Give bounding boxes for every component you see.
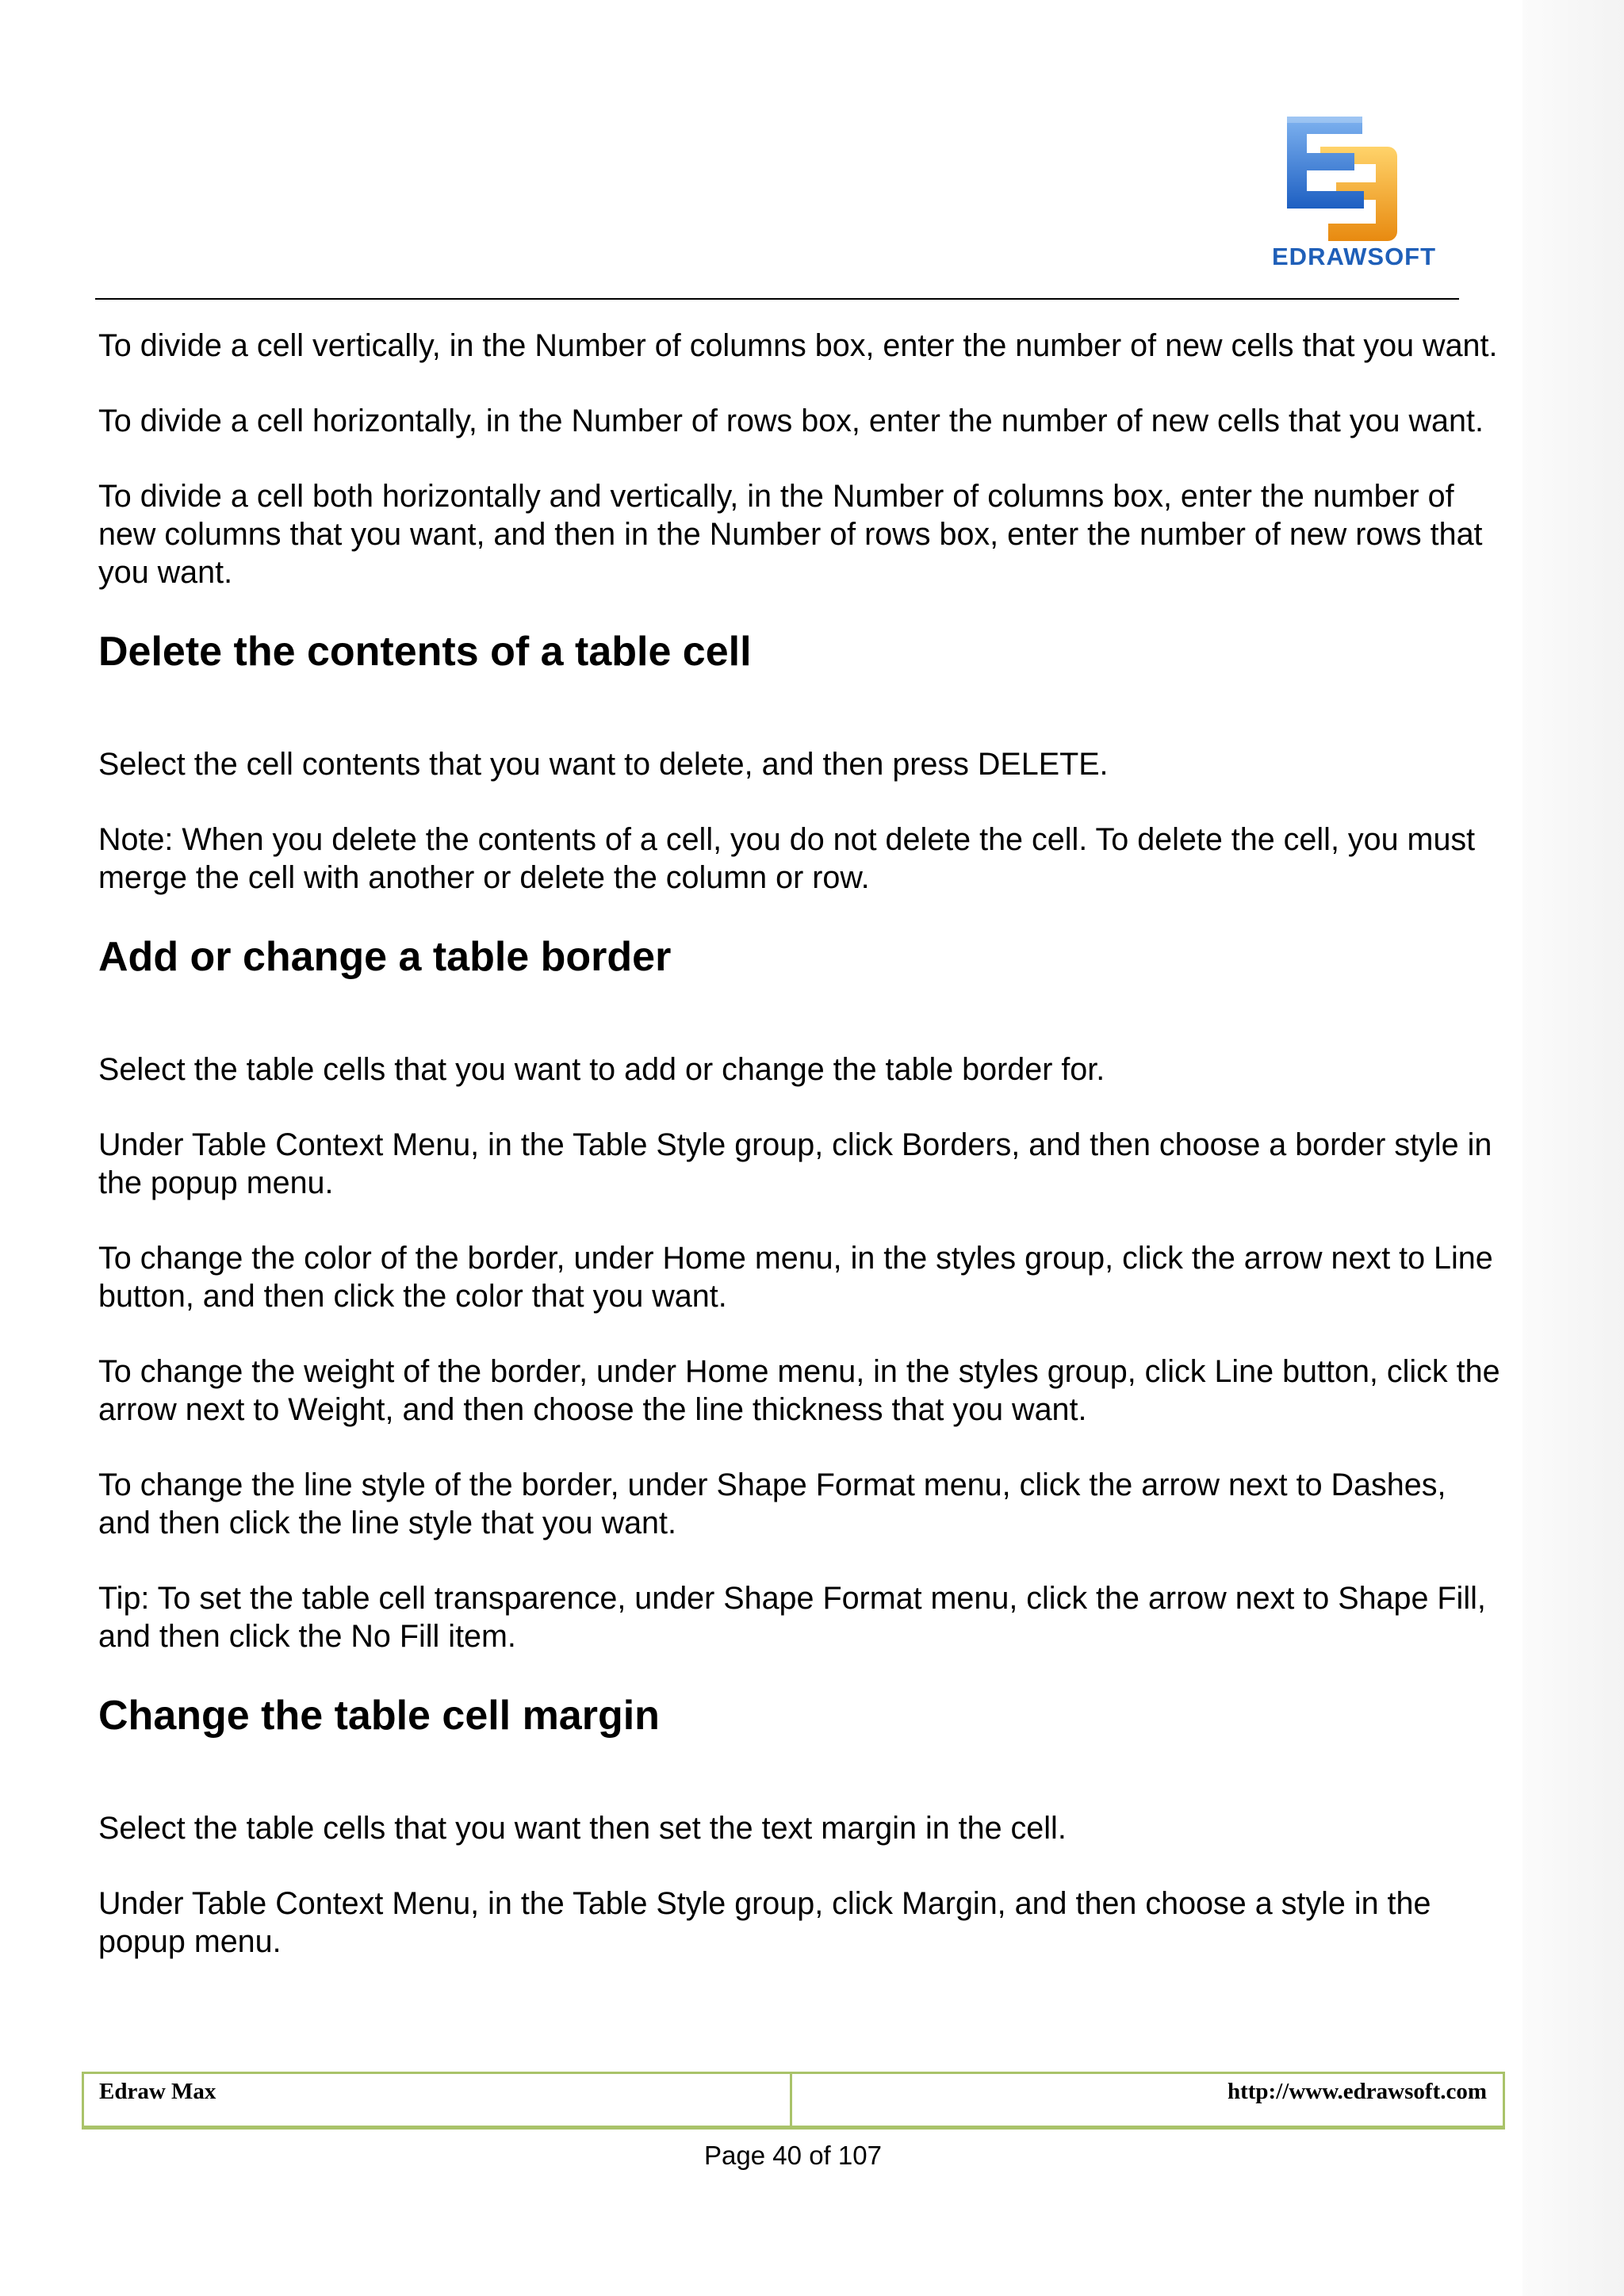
paragraph-margin-select: Select the table cells that you want then set the text margin in the cell.: [98, 1811, 1067, 1846]
paragraph-border-color: To change the color of the border, under Home menu, in the styles group, click the arrow next to Line button, and then click the color that you want.: [98, 1241, 1493, 1314]
footer-table: [82, 2072, 1505, 2130]
paragraph-margin-menu: Under Table Context Menu, in the Table Style group, click Margin, and then choose a style in the popup menu.: [98, 1886, 1431, 1959]
logo-wordmark: EDRAWSOFT: [1272, 243, 1437, 270]
heading-delete-contents: Delete the contents of a table cell: [98, 629, 752, 675]
paragraph-divide-vertically: To divide a cell vertically, in the Number of columns box, enter the number of new cells that you want.: [98, 328, 1498, 363]
footer-website-link[interactable]: http://www.edrawsoft.com: [1227, 2079, 1487, 2104]
page-label: Page: [704, 2141, 766, 2170]
heading-cell-margin: Change the table cell margin: [98, 1693, 660, 1739]
paragraph-delete-instruction: Select the cell contents that you want to delete, and then press DELETE.: [98, 747, 1109, 782]
paragraph-borders-menu: Under Table Context Menu, in the Table Style group, click Borders, and then choose a border style in the popup menu.: [98, 1127, 1492, 1200]
paragraph-divide-horizontally: To divide a cell horizontally, in the Number of rows box, enter the number of new cells that you want.: [98, 404, 1484, 438]
page-total: 107: [837, 2141, 882, 2170]
paragraph-border-style: To change the line style of the border, under Shape Format menu, click the arrow next to Dashes, and then click the line style that you want.: [98, 1468, 1446, 1540]
page-edge-shade: [1522, 0, 1624, 2296]
footer-product-name: Edraw Max: [84, 2074, 792, 2126]
paragraph-transparence-tip: Tip: To set the table cell transparence, under Shape Format menu, click the arrow next to Shape Fill, and then click the No Fill item.: [98, 1581, 1486, 1654]
document-body: [98, 327, 1502, 1961]
heading-table-border: Add or change a table border: [98, 934, 672, 980]
page-of-label: of: [809, 2141, 831, 2170]
page-number: [0, 2141, 1586, 2171]
paragraph-delete-note: Note: When you delete the contents of a cell, you do not delete the cell. To delete the cell, you must merge the cell with another or delete the column or row.: [98, 822, 1476, 895]
header-divider: [95, 298, 1459, 300]
paragraph-select-cells: Select the table cells that you want to add or change the table border for.: [98, 1052, 1105, 1087]
paragraph-border-weight: To change the weight of the border, under Home menu, in the styles group, click Line button, click the arrow next to Weight, and then choose the line thickness that you want.: [98, 1354, 1500, 1427]
page-current: 40: [772, 2141, 802, 2170]
paragraph-divide-both: To divide a cell both horizontally and vertically, in the Number of columns box, enter the number of new columns that you want, and then in the Number of rows box, enter the number of new rows that you want.: [98, 479, 1483, 590]
